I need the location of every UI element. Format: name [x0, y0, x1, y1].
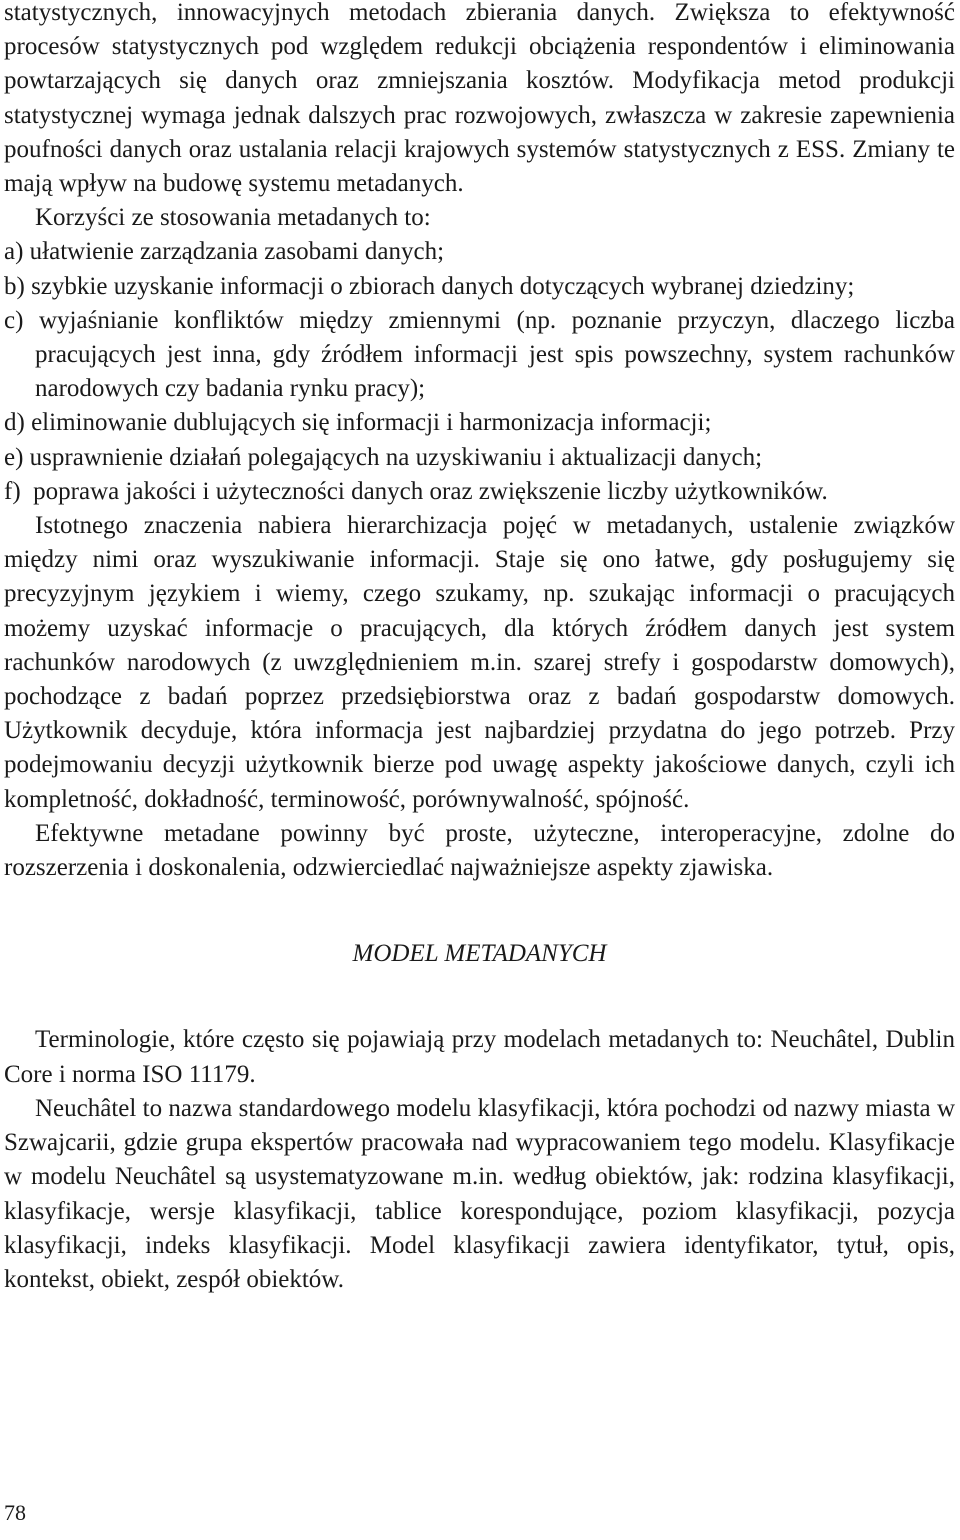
- list-item: e) usprawnienie działań polegających na uzyskiwaniu i aktualizacji danych;: [4, 443, 763, 471]
- section-heading: MODEL METADANYCH: [352, 940, 607, 968]
- neuchatel-paragraph: Neuchâtel to nazwa standardowego modelu klasyfikacji, która pochodzi od nazwy miasta w Szwajcarii, gdzie grupa ekspertów pracowała nad wypracowaniem tego modelu. Klasyfikacje w modelu Neuchâtel są usystematyzowane m.in. według obiektów, jak: rodzina klasyfikacji, klasyfikacje, wersje klasyfikacji, tablice korespondujące, poziom klasyfikacji, pozycja klasyfikacji, indeks klasyfikacji. Model klasyfikacji zawiera identyfikator, tytuł, opis, kontekst, obiekt, zespół obiektów.: [4, 1094, 955, 1293]
- benefits-list: [4, 235, 955, 509]
- page-number: 78: [4, 1500, 26, 1525]
- intro-paragraph: statystycznych, innowacyjnych metodach zbierania danych. Zwiększa to efektywność procesów statystycznych pod względem redukcji obciążenia respondentów i eliminowania powtarzających się danych oraz zmniejszania kosztów. Modyfikacja metod produkcji statystycznej wymaga jednak dalszych prac rozwojowych, zwłaszcza w zakresie zapewnienia poufności danych oraz ustalania relacji krajowych systemów statystycznych z ESS. Zmiany te mają wpływ na budowę systemu metadanych.: [4, 0, 955, 198]
- document-page: [4, 0, 955, 1297]
- hierarchy-paragraph: Istotnego znaczenia nabiera hierarchizacja pojęć w metadanych, ustalenie związków między nimi oraz wyszukiwanie informacji. Staje się ono łatwe, gdy posługujemy się precyzyjnym językiem i wiemy, czego szukamy, np. szukając informacji o pracujących możemy uzyskać informacje o pracujących, dla których źródłem danych jest system rachunków narodowych (z uwzględnieniem m.in. szarej strefy i gospodarstw domowych), pochodzące z badań poprzez przedsiębiorstwa oraz z badań gospodarstw domowych. Użytkownik decyduje, która informacja jest najbardziej przydatna do jego potrzeb. Przy podejmowaniu decyzji użytkownik bierze pod uwagę aspekty jakościowe danych, czyli ich kompletność, dokładność, terminowość, porównywalność, spójność.: [4, 512, 955, 813]
- list-item: f) poprawa jakości i użyteczności danych oraz zwiększenie liczby użytkowników.: [4, 477, 828, 505]
- terminology-paragraph: Terminologie, które często się pojawiają przy modelach metadanych to: Neuchâtel, Dublin Core i norma ISO 11179.: [4, 1026, 955, 1088]
- effective-metadata-paragraph: Efektywne metadane powinny być proste, użyteczne, interoperacyjne, zdolne do rozszerzenia i doskonalenia, odzwierciedlać najważniejsze aspekty zjawiska.: [4, 819, 955, 882]
- list-item: d) eliminowanie dublujących się informacji i harmonizacja informacji;: [4, 409, 712, 437]
- list-item: b) szybkie uzyskanie informacji o zbiorach danych dotyczących wybranej dziedziny;: [4, 272, 855, 300]
- list-item: c) wyjaśnianie konfliktów między zmiennymi (np. poznanie przyczyn, dlaczego liczba pracujących jest inna, gdy źródłem informacji jest spis powszechny, system rachunków narodowych czy badania rynku pracy);: [4, 306, 955, 403]
- benefits-intro: Korzyści ze stosowania metadanych to:: [35, 204, 431, 232]
- list-item: a) ułatwienie zarządzania zasobami danych;: [4, 238, 445, 266]
